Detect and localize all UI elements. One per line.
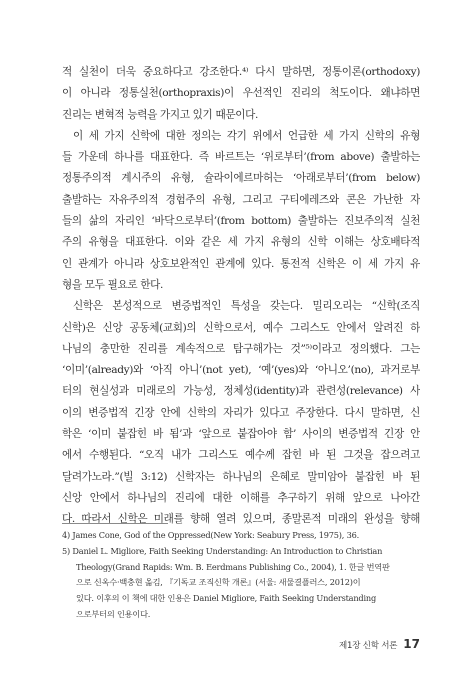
body-line: 들 가운데 하나를 대표한다. 즉 바르트는 ‘위로부터’(from above) 출발하는 [62, 151, 420, 164]
running-footer-chapter: 제1장 신학 서론 [339, 641, 398, 651]
footnote-line: 5) Daniel L. Migliore, Faith Seeking Understanding: An Introduction to Christian [62, 545, 383, 556]
body-line: 인 관계가 아니라 상호보완적인 관계에 있다. 통전적 신학은 이 세 가지 유 [62, 257, 420, 270]
body-line: 이 아니라 정통실천(orthopraxis)이 우선적인 진리의 척도이다. 왜냐하면 [62, 87, 420, 100]
body-line: 들의 삶의 자리인 ‘바닥으로부터’(from bottom) 출발하는 진보주의적 실천 [62, 215, 420, 228]
body-line: 나님의 충만한 진리를 계속적으로 탐구해가는 것”⁵⁾이라고 정의했다. 그는 [62, 342, 420, 355]
body-line: 학은 ‘이미 붙잡힌 바 됨’과 ‘앞으로 붙잡아야 함’ 사이의 변증법적 긴장 안 [62, 428, 420, 441]
footnote-line: 으로부터의 인용이다. [76, 608, 151, 619]
body-line: 이 세 가지 신학에 대한 정의는 각기 위에서 언급한 세 가지 신학의 유형 [73, 129, 420, 142]
footnotes [62, 528, 420, 623]
body-line: 정통주의적 계시주의 유형, 슐라이에르마허는 ‘아래로부터’(from below) [62, 172, 420, 185]
footnote-divider [62, 523, 168, 524]
body-line: 달려가노라.”(빌 3:12) 신학자는 하나님의 은혜로 말미암아 붙잡힌 바 된 [62, 470, 420, 483]
body-line: 이의 변증법적 긴장 안에 신학의 자리가 있다고 주장한다. 다시 말하면, 신 [62, 406, 420, 419]
body-line: 출발하는 자유주의적 경험주의 유형, 그리고 구티에레즈와 콘은 가난한 자 [62, 193, 420, 206]
body-line: 에서 수행된다. “오직 내가 그리스도 예수께 잡힌 바 된 그것을 잡으려고 [62, 449, 420, 462]
body-line: 신학)은 신앙 공동체(교회)의 신학으로서, 예수 그리스도 안에서 알려진 하 [62, 321, 420, 334]
body-line: 신앙 안에서 하나님의 진리에 대한 이해를 추구하기 위해 앞으로 나아간 [62, 491, 420, 504]
footnote-line: 있다. 이후의 이 책에 대한 인용은 Daniel Migliore, Faith Seeking Understanding [76, 593, 376, 604]
body-line: 진리는 변혁적 능력을 가지고 있기 때문이다. [62, 108, 259, 121]
footnote-line: 4) James Cone, God of the Oppressed(New York: Seabury Press, 1975), 36. [62, 530, 360, 540]
body-line: 형을 모두 필요로 한다. [62, 278, 164, 291]
body-line: 터의 현실성과 미래로의 가능성, 정체성(identity)과 관련성(relevance) 사 [62, 385, 420, 398]
body-line: 다. 따라서 신학은 미래를 향해 열려 있으며, 종말론적 미래의 완성을 향해 [62, 513, 420, 526]
body-line: 적 실천이 더욱 중요하다고 강조한다.⁴⁾ 다시 말하면, 정통이론(orthodoxy) [62, 66, 420, 78]
page-footer [339, 637, 420, 651]
footnote-line: 으로 신옥수·백충현 옮김, 『기독교 조직신학 개론』(서울: 새물결플러스, 2012)이 [76, 577, 361, 588]
footnote-line: Theology(Grand Rapids: Wm. B. Eerdmans Publishing Co., 2004), 1. 한글 번역판 [76, 561, 390, 572]
body-line: 신학은 본성적으로 변증법적인 특성을 갖는다. 밀리오리는 “신학(조직 [73, 300, 420, 313]
body-line: ‘이미’(already)와 ‘아직 아니’(not yet), ‘예’(yes)와 ‘아니오’(no), 과거로부 [62, 364, 420, 377]
page-number: 17 [403, 637, 420, 651]
body-text [62, 62, 420, 531]
body-line: 주의 유형을 대표한다. 이와 같은 세 가지 유형의 신학 이해는 상호배타적 [62, 236, 420, 249]
